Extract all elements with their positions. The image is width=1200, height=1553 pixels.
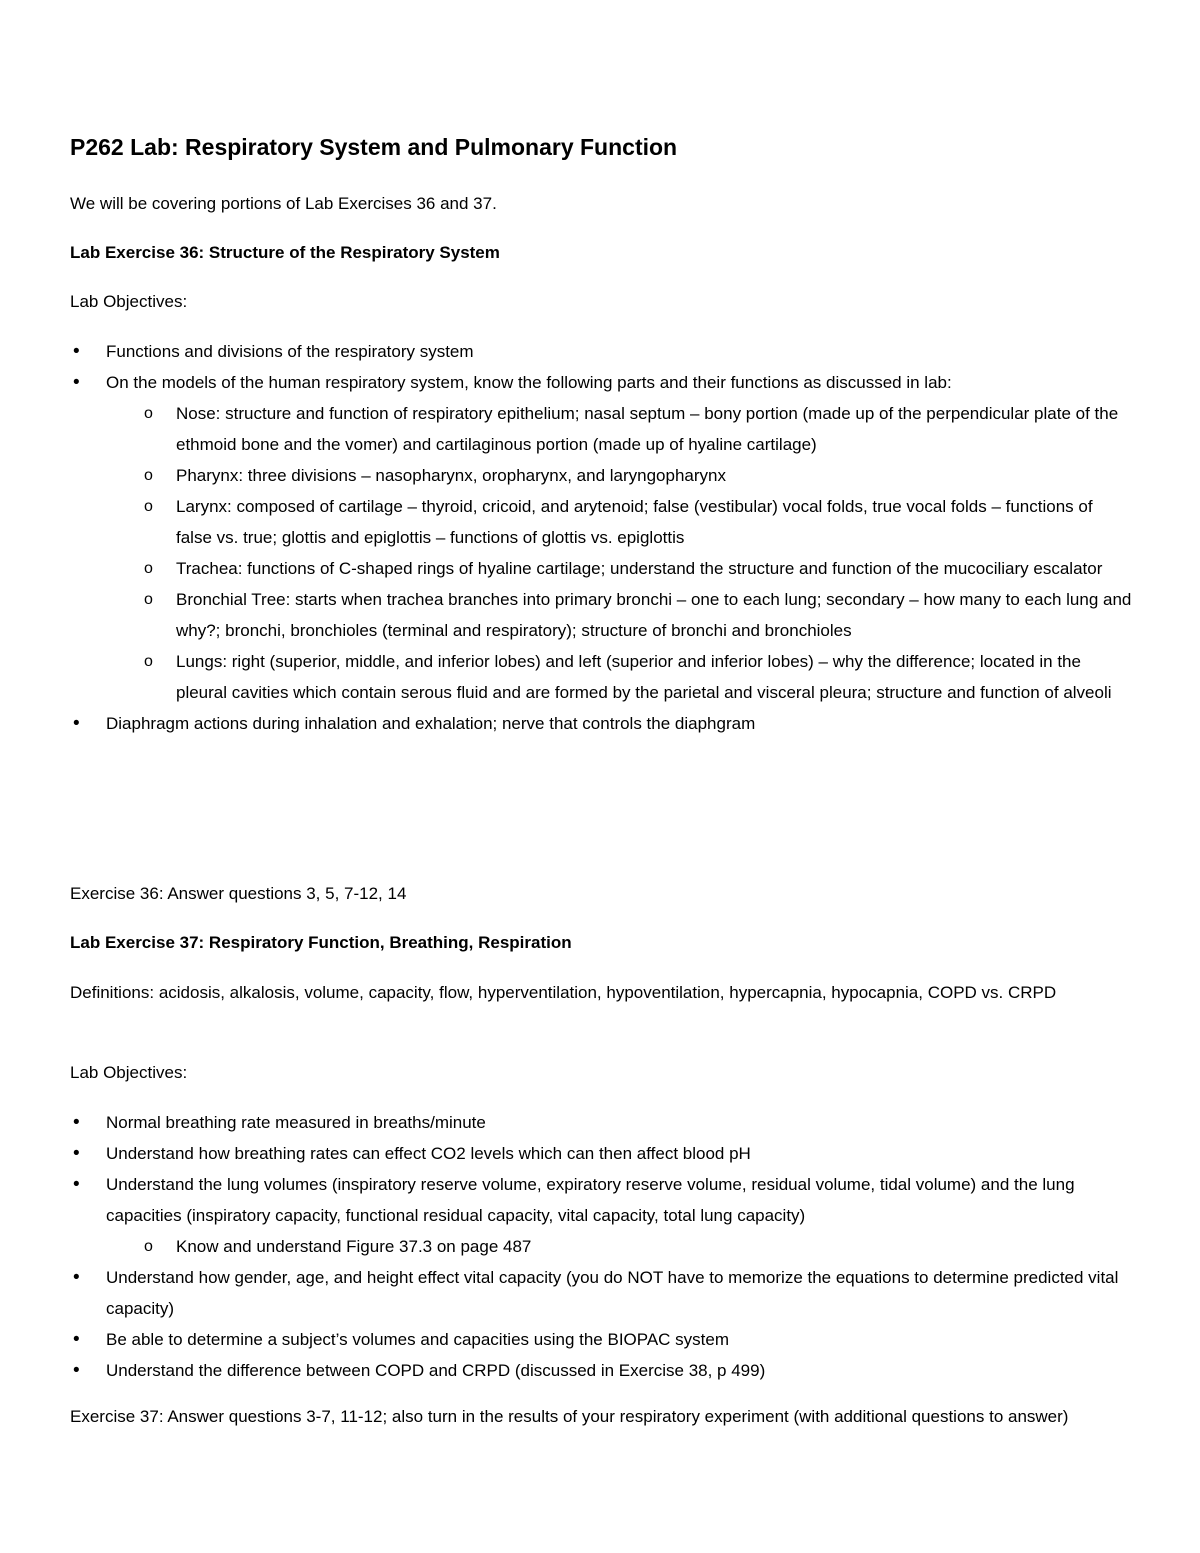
list-item <box>70 1324 1132 1355</box>
sub-list-item <box>106 460 1132 491</box>
list-item-text: Be able to determine a subject’s volumes and capacities using the BIOPAC system <box>106 1330 730 1349</box>
sub-list-item-text: Nose: structure and function of respiratory epithelium; nasal septum – bony portion (made up of the perpendicular plate of the ethmoid bone and the vomer) and cartilaginous portion (made up of hyaline cartilage) <box>176 404 1119 454</box>
list-item <box>70 1262 1132 1324</box>
sub-list-item <box>106 1231 1132 1262</box>
list-item-text: Normal breathing rate measured in breaths/minute <box>106 1113 486 1132</box>
list-item <box>70 1355 1132 1386</box>
ex36-sublist <box>106 398 1132 708</box>
ex37-definitions: Definitions: acidosis, alkalosis, volume, capacity, flow, hyperventilation, hypoventilation, hypercapnia, hypocapnia, COPD vs. CRPD <box>70 983 1057 1002</box>
ex37-objectives-list <box>70 1107 1132 1386</box>
sub-list-item <box>106 646 1132 708</box>
sub-list-item <box>106 491 1132 553</box>
sub-list-item-text: Know and understand Figure 37.3 on page 487 <box>176 1237 532 1256</box>
list-item-text: On the models of the human respiratory system, know the following parts and their functions as discussed in lab: <box>106 373 952 392</box>
sub-list-item-text: Lungs: right (superior, middle, and inferior lobes) and left (superior and inferior lobes) – why the difference; located in the pleural cavities which contain serous fluid and are formed by the parietal and visceral pleura; structure and function of alveoli <box>176 652 1112 702</box>
sub-list-item-text: Bronchial Tree: starts when trachea branches into primary bronchi – one to each lung; secondary – how many to each lung and why?; bronchi, bronchioles (terminal and respiratory); structure of bronchi and bronchioles <box>176 590 1132 640</box>
sub-list-item-text: Larynx: composed of cartilage – thyroid, cricoid, and arytenoid; false (vestibular) vocal folds, true vocal folds – functions of false vs. true; glottis and epiglottis – functions of glottis vs. epiglottis <box>176 497 1093 547</box>
sub-list-item <box>106 398 1132 460</box>
sub-list-item <box>106 584 1132 646</box>
list-item <box>70 367 1132 708</box>
ex37-sublist <box>106 1231 1132 1262</box>
list-item <box>70 1138 1132 1169</box>
intro-text: We will be covering portions of Lab Exercises 36 and 37. <box>70 194 497 213</box>
document-title: P262 Lab: Respiratory System and Pulmonary Function <box>70 134 678 160</box>
ex36-objectives-list <box>70 336 1132 739</box>
ex36-answer: Exercise 36: Answer questions 3, 5, 7-12, 14 <box>70 884 407 903</box>
list-item <box>70 1169 1132 1262</box>
ex37-heading: Lab Exercise 37: Respiratory Function, Breathing, Respiration <box>70 933 572 952</box>
ex36-heading: Lab Exercise 36: Structure of the Respiratory System <box>70 243 500 262</box>
list-item-text: Understand the difference between COPD and CRPD (discussed in Exercise 38, p 499) <box>106 1361 766 1380</box>
list-item-text: Understand the lung volumes (inspiratory reserve volume, expiratory reserve volume, residual volume, tidal volume) and the lung capacities (inspiratory capacity, functional residual capacity, vital capacity, total lung capacity) <box>106 1175 1075 1225</box>
list-item-text: Understand how breathing rates can effect CO2 levels which can then affect blood pH <box>106 1144 751 1163</box>
list-item <box>70 1107 1132 1138</box>
list-item <box>70 336 1132 367</box>
sub-list-item <box>106 553 1132 584</box>
list-item <box>70 708 1132 739</box>
sub-list-item-text: Pharynx: three divisions – nasopharynx, oropharynx, and laryngopharynx <box>176 466 726 485</box>
list-item-text: Understand how gender, age, and height effect vital capacity (you do NOT have to memorize the equations to determine predicted vital capacity) <box>106 1268 1119 1318</box>
sub-list-item-text: Trachea: functions of C-shaped rings of hyaline cartilage; understand the structure and function of the mucociliary escalator <box>176 559 1103 578</box>
ex37-objectives-label: Lab Objectives: <box>70 1063 188 1082</box>
ex37-answer: Exercise 37: Answer questions 3-7, 11-12; also turn in the results of your respiratory experiment (with additional questions to answer) <box>70 1407 1069 1426</box>
list-item-text: Diaphragm actions during inhalation and exhalation; nerve that controls the diaphgram <box>106 714 756 733</box>
ex36-objectives-label: Lab Objectives: <box>70 292 188 311</box>
list-item-text: Functions and divisions of the respiratory system <box>106 342 474 361</box>
